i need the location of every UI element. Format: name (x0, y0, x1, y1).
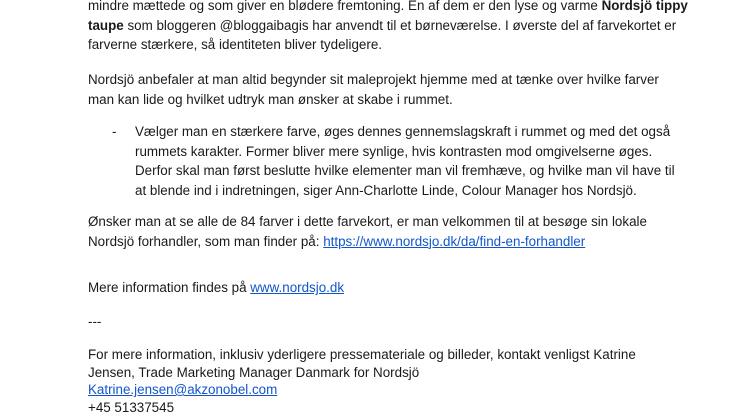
recommend-line-1: Nordsjö anbefaler at man altid begynder sit maleprojekt hjemme med at tænke over hvilke farver (88, 72, 659, 87)
separator: --- (88, 314, 102, 329)
dealer-line-2: Nordsjö forhandler, som man finder på: https://www.nordsjo.dk/da/find-en-forhandler (88, 233, 586, 249)
contact-phone: +45 51337545 (88, 399, 175, 415)
product-name-bold-cont: taupe (88, 17, 124, 33)
find-dealer-link[interactable]: https://www.nordsjo.dk/da/find-en-forhandler (323, 233, 586, 249)
quote-bullet (135, 122, 695, 200)
contact-line-2: Jensen, Trade Marketing Manager Danmark for Nordsjö (88, 364, 420, 380)
nordsjo-website-link[interactable]: www.nordsjo.dk (250, 280, 345, 295)
intro-line-1: mindre mættede og som giver en blødere fremtoning. En af dem er den lyse og varme Nordsjö tippy (88, 0, 688, 13)
quote-line-3: Derfor skal man først beslutte hvilke elementer man vil fremhæve, og hvilke man vil have til (135, 163, 675, 178)
quote-line-4: at blende ind i indretningen, siger Ann-Charlotte Linde, Colour Manager hos Nordsjö. (135, 182, 637, 198)
contact-paragraph (88, 346, 688, 416)
contact-email-link[interactable]: Katrine.jensen@akzonobel.com (88, 382, 278, 397)
intro-line-2: taupe som bloggeren @bloggaibagis har anvendt til et børneværelse. I øverste del af farvekortet er (88, 17, 677, 33)
recommend-line-2: man kan lide og hvilket udtryk man ønsker at skabe i rummet. (88, 91, 453, 107)
bullet-dash: - (112, 124, 117, 139)
quote-line-1: Vælger man en stærkere farve, øges dennes gennemslagskraft i rummet og med det også (135, 124, 671, 139)
intro-paragraph (88, 0, 688, 55)
dealer-line-1: Ønsker man at se alle de 84 farver i dette farvekort, er man velkommen til at besøge sin lokale (88, 214, 647, 229)
contact-line-1: For mere information, inklusiv yderligere pressemateriale og billeder, kontakt venligst Katrine (88, 347, 636, 362)
quote-line-2: rummets karakter. Former bliver mere synlige, hvis kontrasten mod omgivelserne øges. (135, 143, 653, 159)
more-info-paragraph: Mere information findes på www.nordsjo.dk (88, 280, 345, 295)
dealer-paragraph (88, 212, 688, 251)
intro-line-3: farverne stærkere, så identiteten bliver tydeligere. (88, 37, 382, 52)
recommend-paragraph (88, 70, 688, 109)
product-name-bold: Nordsjö tippy (601, 0, 688, 13)
